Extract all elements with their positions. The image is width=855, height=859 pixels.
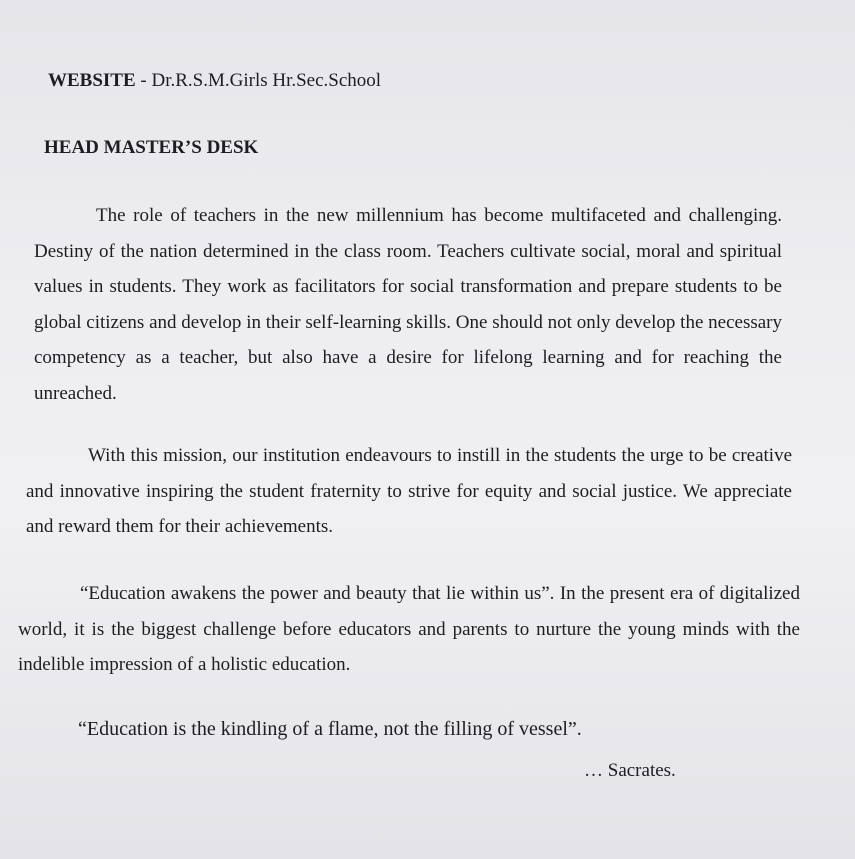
quote-attribution: … Sacrates. [584,760,676,781]
header-separator: - [135,70,152,91]
document-header [48,70,381,92]
paragraph-1: The role of teachers in the new millennium has become multifaceted and challenging. Destiny of the nation determined in the class room. Teachers cultivate social, moral and spiritual values in students. They work as facilitators for social transformation and prepare students to be global citizens and develop in their self-learning skills. One should not only develop the necessary competency as a teacher, but also have a desire for lifelong learning and for reaching the unreached. [34,205,782,404]
paragraph-2: With this mission, our institution endeavours to instill in the students the urge to be creative and innovative inspiring the student fraternity to strive for equity and social justice. We appreciate and reward them for their achievements. [26,445,792,537]
closing-quote: “Education is the kindling of a flame, not the filling of vessel”. [78,718,582,740]
header-label: WEBSITE [48,70,136,91]
paragraph-3: “Education awakens the power and beauty that lie within us”. In the present era of digitalized world, it is the biggest challenge before educators and parents to nurture the young minds with the indelible impression of a holistic education. [18,583,800,675]
section-title: HEAD MASTER’S DESK [44,137,259,158]
school-name: Dr.R.S.M.Girls Hr.Sec.School [151,70,382,91]
